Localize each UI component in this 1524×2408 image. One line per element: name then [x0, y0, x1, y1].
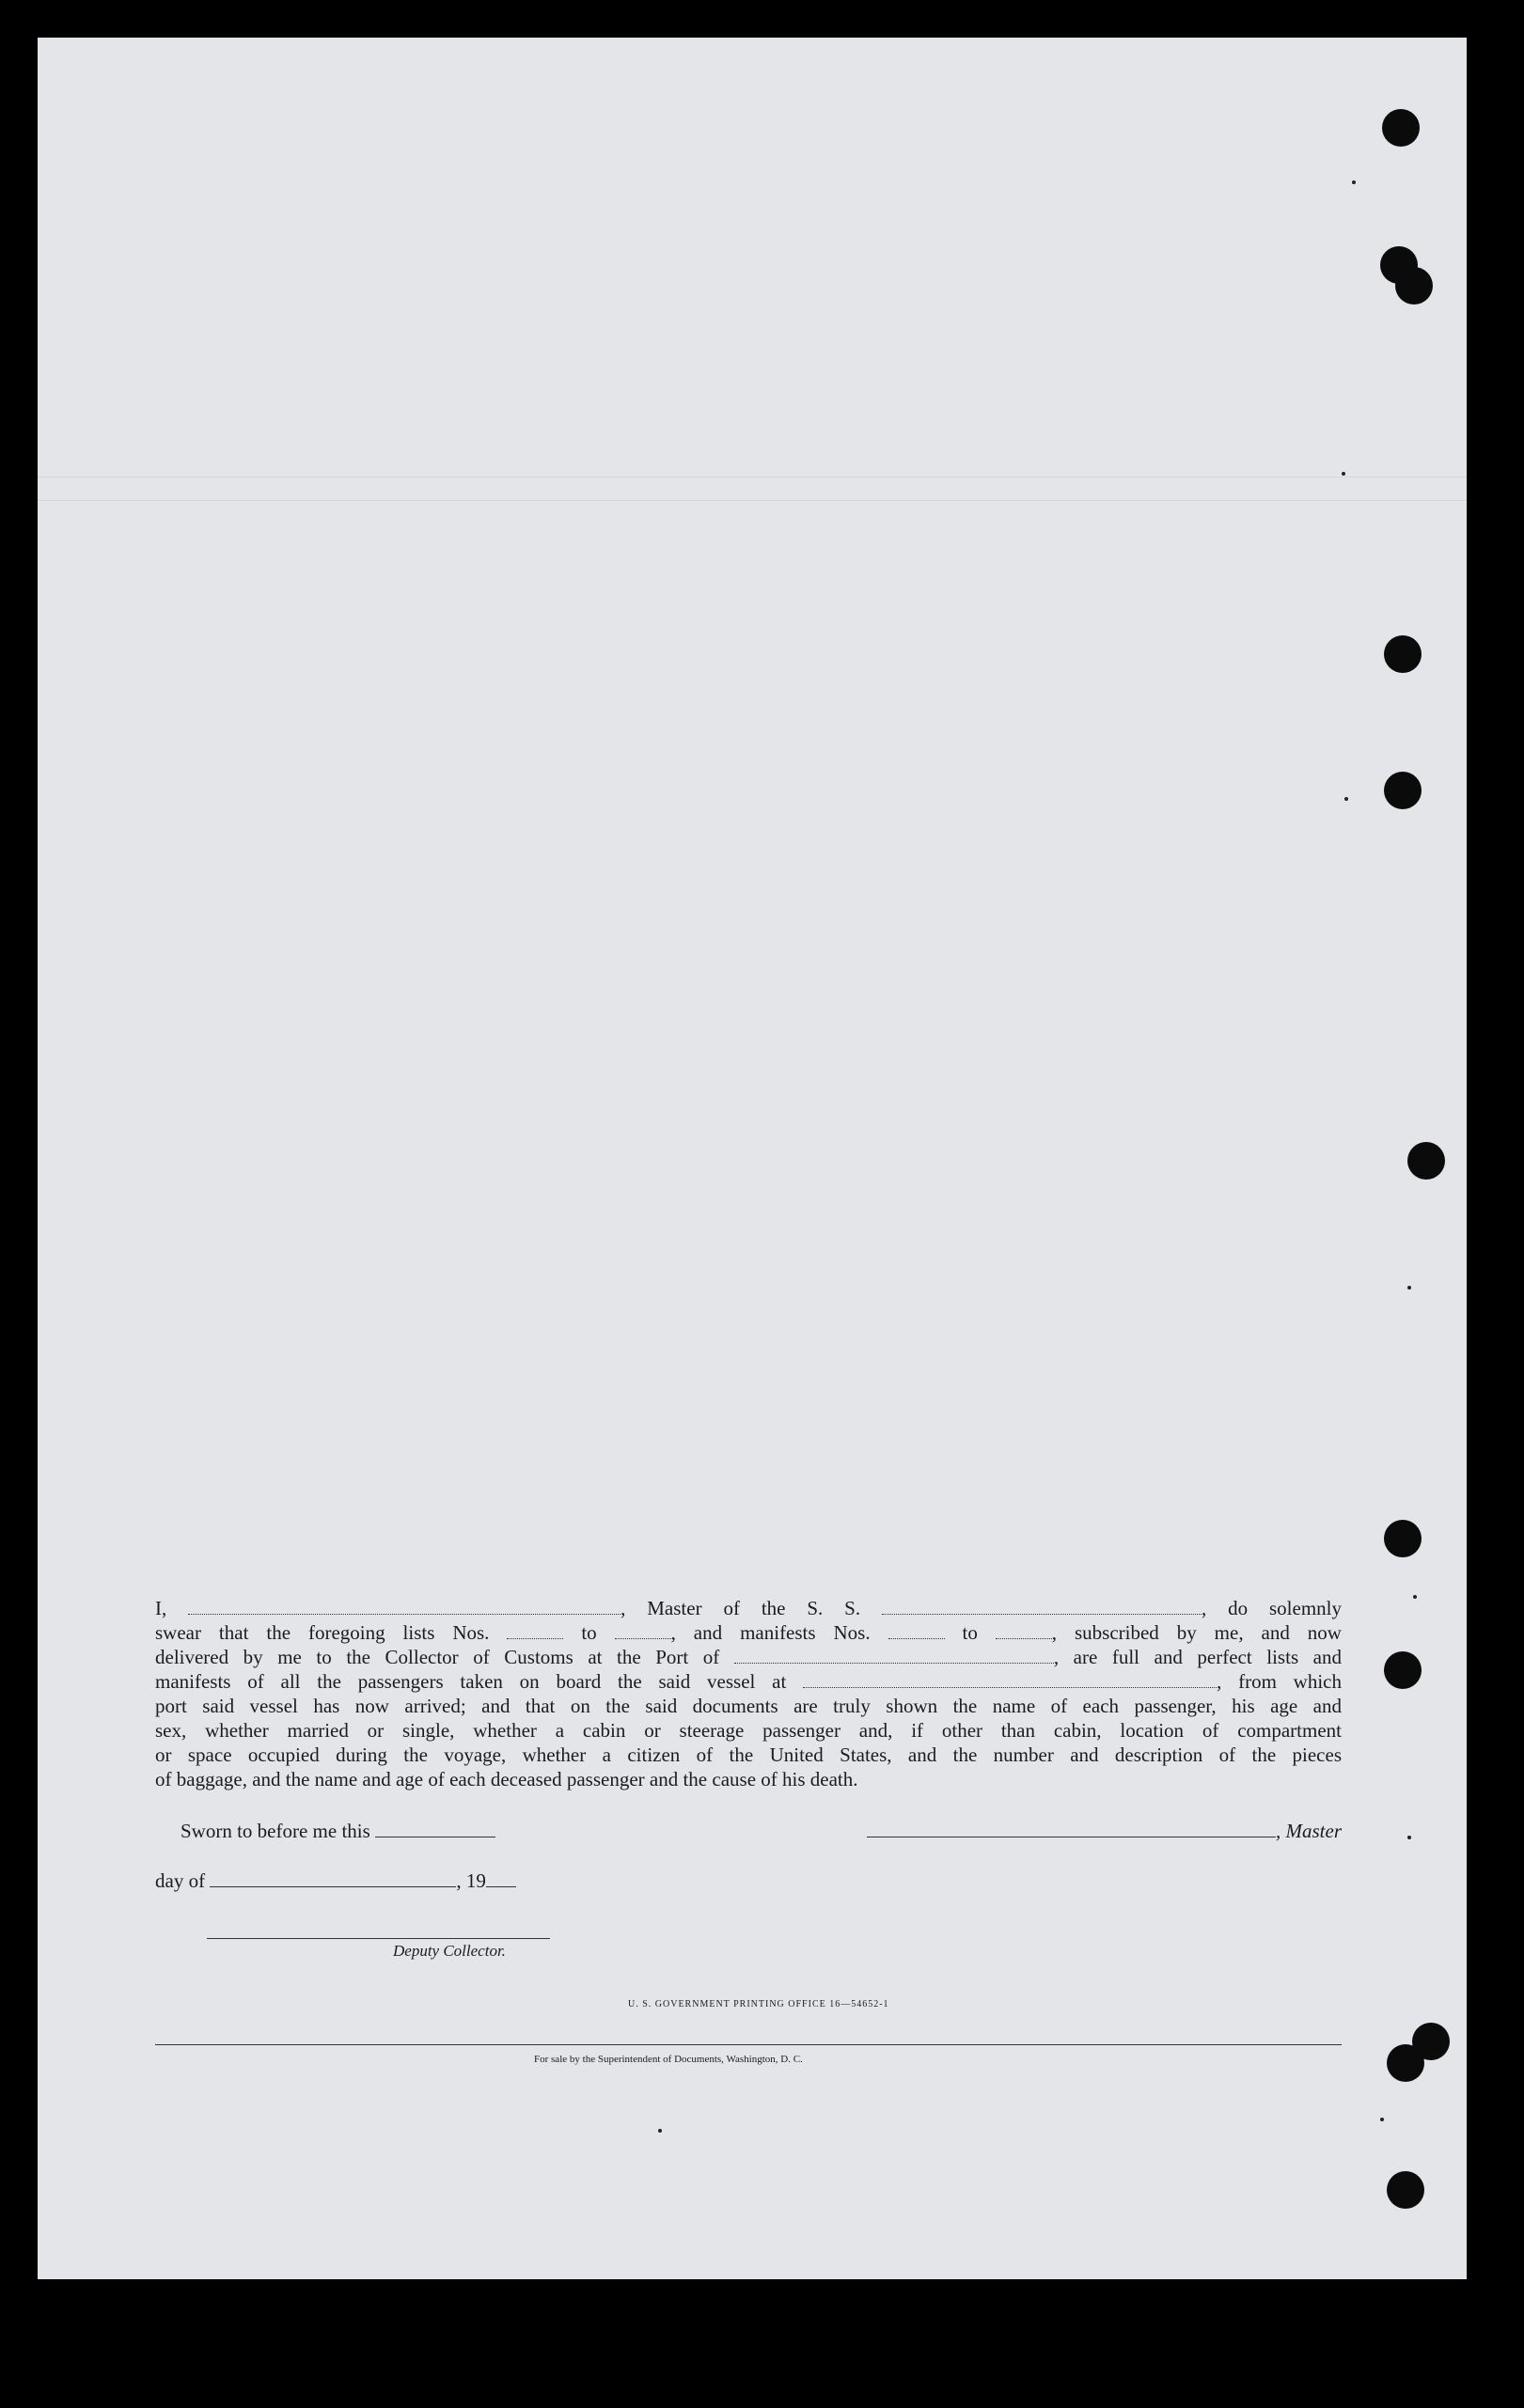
oath-line-3: delivered by me to the Collector of Customs at the Port of , are full and perfect lists and — [155, 1646, 1342, 1668]
punch-hole — [1387, 2044, 1424, 2082]
oath-line-2: swear that the foregoing lists Nos. to , and manifests Nos. to , subscribed by me, and now — [155, 1621, 1342, 1644]
footer-rule — [155, 2044, 1342, 2045]
speck — [1342, 472, 1345, 476]
punch-hole — [1387, 2171, 1424, 2209]
month-blank — [210, 1869, 456, 1887]
punch-hole — [1395, 267, 1433, 305]
punch-hole — [1384, 772, 1422, 809]
deputy-signature-rule — [207, 1938, 550, 1939]
oath-line-4: manifests of all the passengers taken on board the said vessel at , from which — [155, 1670, 1342, 1693]
year-blank — [486, 1869, 516, 1887]
fold-crease — [38, 500, 1467, 501]
printing-office-imprint: U. S. GOVERNMENT PRINTING OFFICE 16—54652-1 — [628, 1999, 889, 2009]
master-signature-line — [851, 1820, 1342, 1843]
manifests-from-blank — [888, 1621, 945, 1639]
speck — [1413, 1595, 1417, 1599]
speck — [1380, 2118, 1384, 2121]
speck — [1344, 797, 1348, 801]
deputy-collector-label: Deputy Collector. — [393, 1942, 506, 1960]
punch-hole — [1407, 1142, 1445, 1180]
punch-hole — [1384, 1651, 1422, 1689]
punch-hole — [1384, 1520, 1422, 1557]
speck — [1407, 1836, 1411, 1839]
year-prefix: , 19 — [456, 1869, 486, 1892]
oath-line-1: I, , Master of the S. S. , do solemnly — [155, 1597, 1342, 1619]
lists-from-blank — [507, 1621, 563, 1639]
master-signature-blank — [867, 1820, 1276, 1837]
oath-line-7: or space occupied during the voyage, whether a citizen of the United States, and the number and description of the pieces — [155, 1743, 1342, 1766]
master-label: , Master — [1276, 1820, 1342, 1842]
oath-paragraph — [155, 1596, 1342, 1791]
sworn-line — [181, 1820, 495, 1843]
speck — [1407, 1286, 1411, 1290]
day-of-line — [155, 1869, 516, 1893]
punch-hole — [1384, 635, 1422, 673]
speck — [658, 2129, 662, 2133]
oath-line-6: sex, whether married or single, whether a cabin or steerage passenger and, if other than cabin, location of compartment — [155, 1719, 1342, 1742]
manifests-to-blank — [996, 1621, 1052, 1639]
document-page — [38, 38, 1467, 2279]
for-sale-notice: For sale by the Superintendent of Documents, Washington, D. C. — [534, 2054, 803, 2065]
sworn-date-blank — [375, 1820, 495, 1837]
sworn-label: Sworn to before me this — [181, 1820, 370, 1842]
master-name-blank — [188, 1597, 621, 1615]
port-blank — [734, 1646, 1054, 1664]
boarding-port-blank — [803, 1670, 1217, 1688]
punch-hole — [1382, 109, 1420, 147]
oath-line-5: port said vessel has now arrived; and that on the said documents are truly shown the name of each passenger, his age and — [155, 1695, 1342, 1717]
day-of-label: day of — [155, 1869, 206, 1892]
oath-line-8: of baggage, and the name and age of each deceased passenger and the cause of his death. — [155, 1768, 858, 1790]
speck — [1352, 180, 1356, 184]
lists-to-blank — [615, 1621, 671, 1639]
vessel-name-blank — [882, 1597, 1202, 1615]
